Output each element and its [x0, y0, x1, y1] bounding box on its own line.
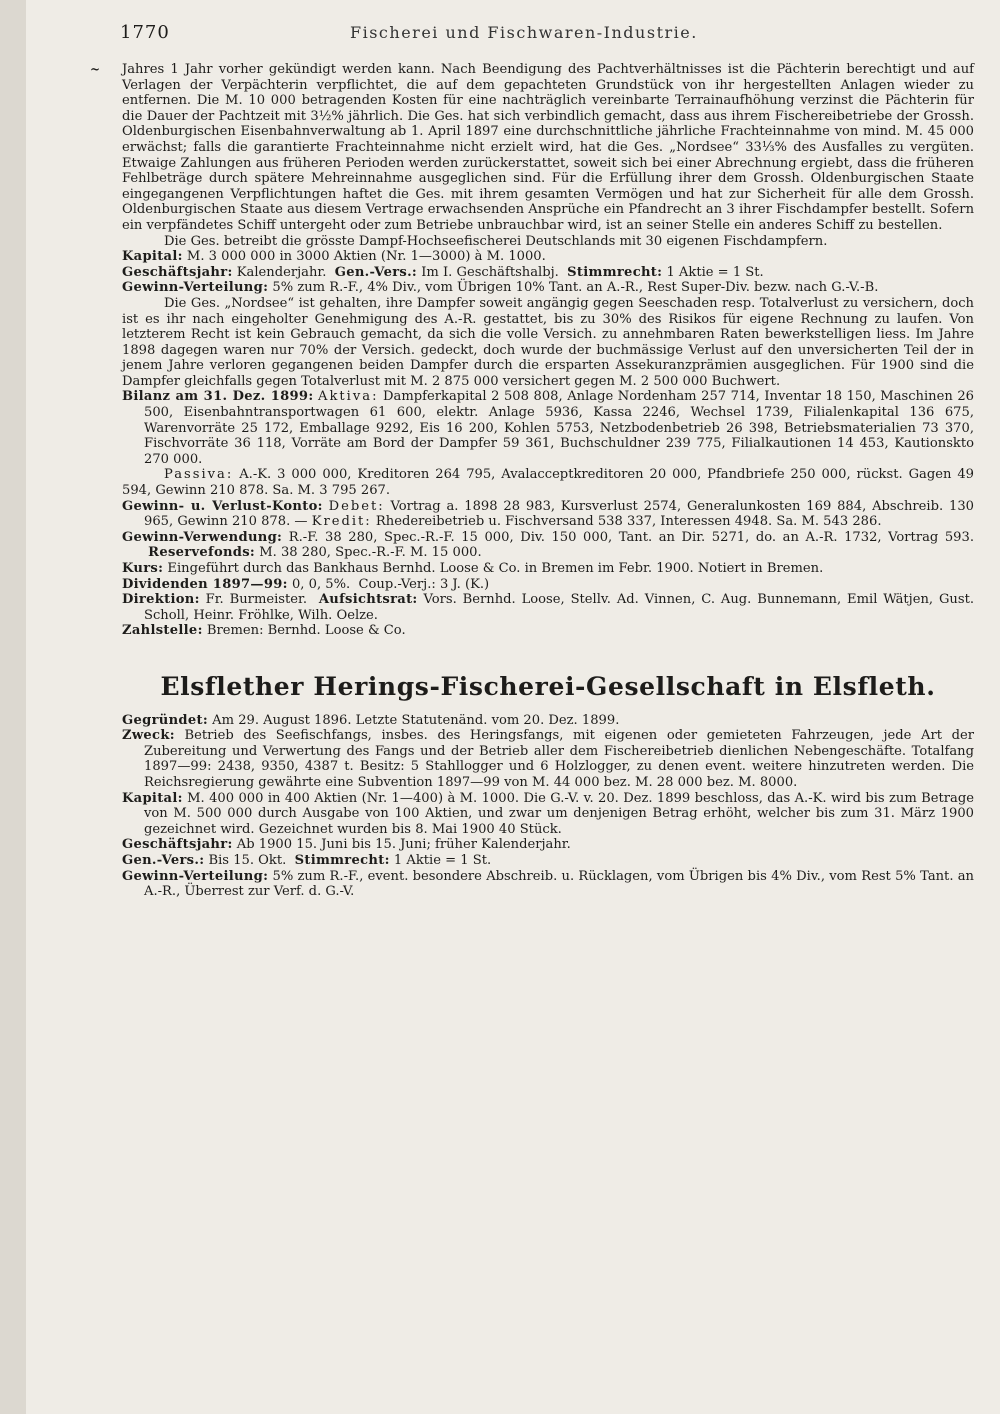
scan-gutter	[0, 0, 26, 1414]
entry-gewinnverwendung	[122, 530, 974, 561]
entry-text: Coup.-Verj.: 3 J. (K.)	[358, 576, 490, 592]
entry-text: M. 3 000 000 in 3000 Aktien (Nr. 1—3000) à M. 1000.	[186, 249, 546, 265]
entry-kurs	[122, 561, 974, 577]
entry-text: 1 Aktie = 1 St.	[666, 264, 764, 280]
entry-gewinnverteilung-2	[122, 869, 974, 900]
kredit-text: Rhedereibetrieb u. Fischversand 538 337, Interessen 4948. Sa. M. 543 286.	[375, 514, 882, 530]
entry-zahlstelle	[122, 623, 974, 639]
entry-direktion	[122, 592, 974, 623]
entry-text: Am 29. August 1896. Letzte Statutenänd. vom 20. Dez. 1899.	[212, 712, 620, 728]
passiva-label: Passiva:	[164, 467, 234, 483]
entry-text: Bremen: Bernhd. Loose & Co.	[206, 623, 406, 639]
entry-text: 0, 0, 5%.	[291, 576, 351, 592]
insurance-paragraph: Die Ges. „Nordsee“ ist gehalten, ihre Dampfer soweit angängig gegen Seeschaden resp. Totalverlust zu versichern, doch ist es ihr nach eingeholter Genehmigung des A.-R. gestattet, bis zu 30% des Risikos für eigene Rechnung zu laufen. Von letzterem Recht ist kein Gebrauch gemacht, da sich die volle Versich. zu annehmbaren Raten bewerkstelligen liess. Im Jahre 1898 dagegen waren nur 70% der Versich. gedeckt, doch wurde der buchmässige Verlust auf den unversicherten Teil der in jenem Jahre verloren gegangenen beiden Dampfer durch die ersparten Assekuranzprämien ausgeglichen. Für 1900 sind die Dampfer gleichfalls gegen Totalverlust mit M. 2 875 000 versichert gegen M. 2 500 000 Buchwert.	[122, 295, 974, 389]
entry-text: Vors. Bernhd. Loose, Stellv. Ad. Vinnen, C. Aug. Bunnemann, Emil Wätjen, Gust. Scholl, Heinr. Fröhlke, Wilh. Oelze.	[144, 592, 975, 623]
kredit-label: Kredit:	[311, 514, 372, 530]
entry-label: Kapital:	[122, 790, 183, 806]
entry-text: 1 Aktie = 1 St.	[393, 852, 492, 868]
entry-label: Kurs:	[122, 561, 164, 576]
entry-text: Fr. Burmeister.	[205, 592, 308, 608]
entry-label: Stimmrecht:	[567, 264, 663, 280]
entry-label: Bilanz am 31. Dez. 1899:	[122, 389, 314, 405]
continuation-mark: ~	[90, 62, 101, 76]
entry-passiva	[122, 467, 974, 498]
entry-text: M. 400 000 in 400 Aktien (Nr. 1—400) à M. 1000. Die G.-V. v. 20. Dez. 1899 beschloss, das A.-K. wird bis zum Betrage von M. 500 000 durch Ausgabe von 100 Aktien, und zwar um denjenigen Betrag erhöht, welcher bis zum 31. März 1900 gezeichnet wird. Gezeichnet wurden bis 8. Mai 1900 40 Stück.	[144, 790, 974, 837]
entry-label: Zweck:	[122, 728, 175, 744]
entry-text: Bis 15. Okt.	[208, 852, 287, 868]
entry-label: Gen.-Vers.:	[334, 264, 418, 280]
entry-label: Geschäftsjahr:	[122, 837, 233, 853]
entry-gegruendet	[122, 713, 974, 729]
entry-label: Reservefonds:	[148, 545, 256, 561]
entry-label: Gewinn-Verteilung:	[122, 280, 269, 296]
entry-text: R.-F. 38 280, Spec.-R.-F. 15 000, Div. 150 000, Tant. an Dir. 5271, do. an A.-R. 1732, Vortrag 593.	[288, 529, 974, 545]
passiva-text: A.-K. 3 000 000, Kreditoren 264 795, Avalacceptkreditoren 20 000, Pfandbriefe 250 000, rückst. Gagen 49 594, Gewinn 210 878. Sa. M. 3 795 267.	[122, 467, 974, 499]
entry-kapital-2	[122, 791, 974, 838]
entry-text: Eingeführt durch das Bankhaus Bernhd. Loose & Co. in Bremen im Febr. 1900. Notiert in Bremen.	[167, 561, 824, 576]
entry-geschaeftsjahr-2	[122, 837, 974, 853]
entry-label: Gewinn- u. Verlust-Konto:	[122, 498, 323, 514]
document-body	[90, 62, 975, 900]
page-header	[120, 22, 974, 62]
entry-text: Betrieb des Seefischfangs, insbes. des Heringsfangs, mit eigenen oder gemieteten Fahrzeugen, jede Art der Zubereitung und Verwertung des Fangs und der Betrieb aller dem Fischereibetrieb dienlichen Nebengeschäfte. Totalfang 1897—99: 2438, 9350, 4387 t. Besitz: 5 Stahllogger und 6 Holzlogger, zu denen event. weitere hinzutreten werden. Die Reichsregierung gewährte eine Subvention 1897—99 von M. 44 000 bez. M. 28 000 bez. M. 8000.	[144, 728, 975, 790]
entry-text: Ab 1900 15. Juni bis 15. Juni; früher Kalenderjahr.	[236, 837, 571, 853]
entry-label: Kapital:	[122, 249, 183, 265]
entry-label: Dividenden 1897—99:	[122, 576, 288, 592]
running-title: Fischerei und Fischwaren-Industrie.	[350, 23, 698, 42]
entry-zweck	[122, 728, 974, 790]
entry-label: Gegründet:	[122, 712, 208, 728]
debet-label: Debet:	[328, 498, 385, 514]
entry-genvers-2	[122, 853, 974, 869]
aktiva-label: Aktiva:	[318, 389, 379, 405]
entry-text: 5% zum R.-F., event. besondere Abschreib. u. Rücklagen, vom Übrigen bis 4% Div., vom Rest 5% Tant. an A.-R., Überrest zur Verf. d. G.-V.	[144, 868, 974, 900]
entry-guv	[122, 499, 974, 530]
company-heading: Elsflether Herings-Fischerei-Gesellschaft in Elsfleth.	[160, 671, 936, 701]
continued-text: Jahres 1 Jahr vorher gekündigt werden kann. Nach Beendigung des Pachtverhältnisses ist die Pächterin berechtigt und auf Verlagen der Verpächterin verpflichtet, die auf dem gepachteten Grundstück von ihr hergestellten Anlagen wieder zu entfernen. Die M. 10 000 betragenden Kosten für eine nachträglich vereinbarte Terrainaufhöhung verzinst die Pächterin für die Dauer der Pachtzeit mit 3½% jährlich. Die Ges. hat sich verbindlich gemacht, dass aus ihrem Fischereibetriebe der Grossh. Oldenburgischen Eisenbahnverwaltung ab 1. April 1897 eine durchschnittliche jährliche Frachteinnahme von mind. M. 45 000 erwächst; falls die garantierte Frachteinnahme nicht erzielt wird, hat die Ges. „Nordsee“ 33⅓% des Ausfalles zu vergüten. Etwaige Zahlungen aus früheren Perioden werden zurückerstattet, soweit sich bei einer Abrechnung ergiebt, dass die früheren Fehlbeträge durch spätere Mehreinnahme ausgeglichen sind. Für die Erfüllung ihrer dem Grossh. Oldenburgischen Staate eingegangenen Verpflichtungen haftet die Ges. mit ihrem gesamten Vermögen und hat zur Sicherheit für alle dem Grossh. Oldenburgischen Staate aus diesem Vertrage erwachsenden Ansprüche ein Pfandrecht an 3 ihrer Fischdampfer bestellt. Sofern ein verpfändetes Schiff untergeht oder zum Betriebe unbrauchbar wird, ist an seiner Stelle ein anderes Schiff zu bestellen.	[122, 62, 974, 233]
entry-dividenden	[122, 577, 974, 593]
entry-kapital	[122, 249, 974, 265]
business-paragraph: Die Ges. betreibt die grösste Dampf-Hochseefischerei Deutschlands mit 30 eigenen Fischdampfern.	[164, 233, 828, 249]
continued-paragraph	[90, 62, 974, 234]
aktiva-text: Dampferkapital 2 508 808, Anlage Nordenham 257 714, Inventar 18 150, Maschinen 26 500, Eisenbahntransportwagen 61 600, elektr. Anlage 5936, Kassa 2246, Wechsel 1739, Filialenkapital 136 675, Warenvorräte 25 172, Emballage 9292, Eis 16 200, Kohlen 5753, Netzbodenbetrieb 26 398, Betriebsmaterialien 73 370, Fischvorräte 36 118, Vorräte am Bord der Dampfer 59 361, Buchschuldner 239 775, Filialkautionen 14 453, Kautionskto 270 000.	[144, 389, 974, 467]
entry-label: Gen.-Vers.:	[122, 852, 205, 868]
entry-bilanz	[122, 389, 974, 467]
entry-label: Stimmrecht:	[294, 852, 390, 868]
entry-geschaeftsjahr	[122, 265, 974, 281]
entry-label: Zahlstelle:	[122, 623, 203, 639]
entry-label: Aufsichtsrat:	[318, 592, 418, 608]
entry-label: Geschäftsjahr:	[122, 264, 233, 280]
entry-text: Im I. Geschäftshalbj.	[421, 264, 559, 280]
entry-label: Gewinn-Verwendung:	[122, 529, 283, 545]
page-number: 1770	[120, 22, 170, 43]
entry-text: Kalenderjahr.	[236, 264, 327, 280]
debet-text: Vortrag a. 1898 28 983, Kursverlust 2574, Generalunkosten 169 884, Abschreib. 130 965, Gewinn 210 878. —	[144, 498, 974, 530]
entry-text: 5% zum R.-F., 4% Div., vom Übrigen 10% Tant. an A.-R., Rest Super-Div. bezw. nach G.-V.-B.	[272, 280, 879, 296]
entry-text: M. 38 280, Spec.-R.-F. M. 15 000.	[259, 545, 482, 561]
entry-gewinnverteilung	[122, 280, 974, 296]
entry-label: Gewinn-Verteilung:	[122, 868, 269, 884]
entry-label: Direktion:	[122, 592, 200, 608]
